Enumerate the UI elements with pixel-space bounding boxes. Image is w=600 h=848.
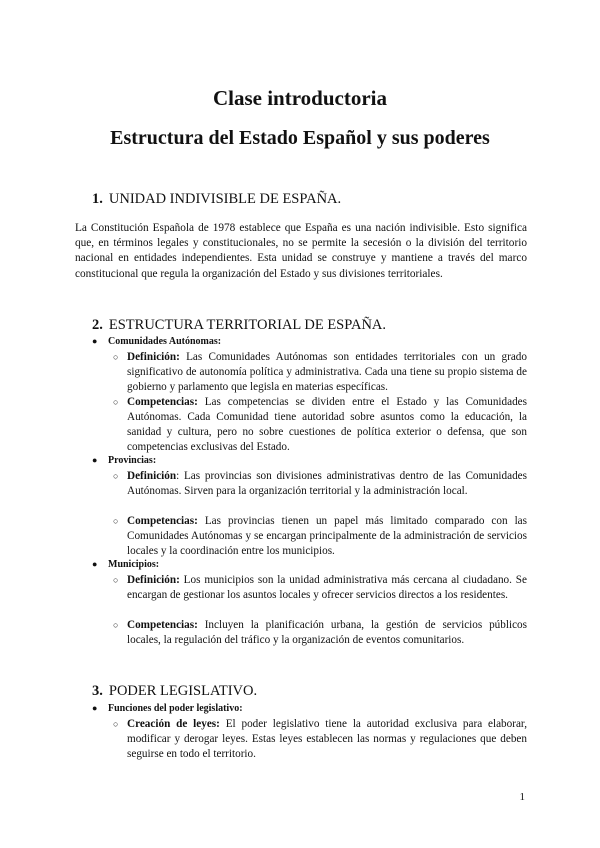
sub-list-item	[113, 469, 527, 499]
page-number: 1	[519, 791, 525, 803]
section-heading	[92, 317, 386, 334]
bullet-icon: ●	[92, 703, 98, 713]
term-label: Definición	[127, 470, 177, 482]
list-item	[92, 336, 221, 347]
term-text: Los municipios son la unidad administrativa más cercana al ciudadano. Se encargan de gestionar los asuntos locales y ofrecer servicios directos a los residentes.	[127, 574, 527, 601]
section-number: 3.	[92, 683, 103, 699]
list-item	[92, 703, 243, 714]
sub-list-item	[113, 395, 527, 455]
term-text: Incluyen la planificación urbana, la gestión de servicios públicos locales, la regulación del tráfico y la organización de eventos comunitarios.	[127, 619, 527, 646]
list-item-label: Funciones del poder legislativo:	[108, 703, 243, 714]
term-text: El poder legislativo tiene la autoridad exclusiva para elaborar, modificar y derogar leyes. Estas leyes establecen las normas y regulaciones que deben seguirse en todo el territorio.	[127, 718, 527, 760]
section-heading	[92, 683, 257, 700]
section-paragraph: La Constitución Española de 1978 establece que España es una nación indivisible. Esto significa que, en términos legales y constitucionales, no se permite la secesión o la división del territorio nacional en entidades independientes. Esta unidad se construye y mantiene a través del marco constitucional que regula la organización del Estado y sus divisiones territoriales.	[75, 222, 527, 280]
section-number: 2.	[92, 317, 103, 333]
term-label: Definición:	[127, 351, 180, 363]
circle-bullet-icon: ○	[113, 471, 119, 481]
sub-list-item	[113, 514, 527, 559]
term-text: : Las provincias son divisiones administrativas dentro de las Comunidades Autónomas. Sirven para la organización territorial y la administración local.	[127, 470, 527, 497]
term-label: Creación de leyes:	[127, 718, 220, 730]
circle-bullet-icon: ○	[113, 397, 119, 407]
list-item-label: Comunidades Autónomas:	[108, 336, 222, 347]
section-title: ESTRUCTURA TERRITORIAL DE ESPAÑA.	[108, 317, 387, 333]
list-item-label: Municipios:	[108, 559, 160, 570]
page-title: Clase introductoria	[212, 86, 388, 110]
circle-bullet-icon: ○	[113, 719, 119, 729]
bullet-icon: ●	[92, 336, 98, 346]
sub-list-item	[113, 350, 527, 395]
circle-bullet-icon: ○	[113, 516, 119, 526]
list-item-label: Provincias:	[108, 455, 157, 466]
term-label: Definición:	[127, 574, 180, 586]
sub-list-item	[113, 618, 527, 648]
sub-list-item	[113, 573, 527, 603]
list-item	[92, 455, 156, 466]
term-label: Competencias:	[127, 396, 198, 408]
section-heading	[92, 191, 341, 208]
circle-bullet-icon: ○	[113, 575, 119, 585]
sub-list-item	[113, 717, 527, 762]
bullet-icon: ●	[92, 559, 98, 569]
circle-bullet-icon: ○	[113, 620, 119, 630]
bullet-icon: ●	[92, 455, 98, 465]
page-subtitle: Estructura del Estado Español y sus poderes	[110, 127, 490, 149]
term-text: Las competencias se dividen entre el Estado y las Comunidades Autónomas. Cada Comunidad tiene autoridad sobre asuntos como la educación, la sanidad y cultura, pero no sobre cuestiones de política exterior o defensa, que son competencias exclusivas del Estado.	[127, 396, 527, 453]
term-label: Competencias:	[127, 515, 198, 527]
section-title: UNIDAD INDIVISIBLE DE ESPAÑA.	[108, 191, 342, 207]
term-text: Las Comunidades Autónomas son entidades territoriales con un grado significativo de autonomía política y administrativa. Cada una tiene su propio sistema de gobierno y parlamento que legisla en materias específicas.	[127, 351, 527, 393]
list-item	[92, 559, 159, 570]
term-label: Competencias:	[127, 619, 198, 631]
section-title: PODER LEGISLATIVO.	[108, 683, 258, 699]
term-text: Las provincias tienen un papel más limitado comparado con las Comunidades Autónomas y se encargan principalmente de la administración de servicios locales y la coordinación entre los municipios.	[127, 515, 527, 557]
section-number: 1.	[92, 191, 103, 207]
circle-bullet-icon: ○	[113, 352, 119, 362]
